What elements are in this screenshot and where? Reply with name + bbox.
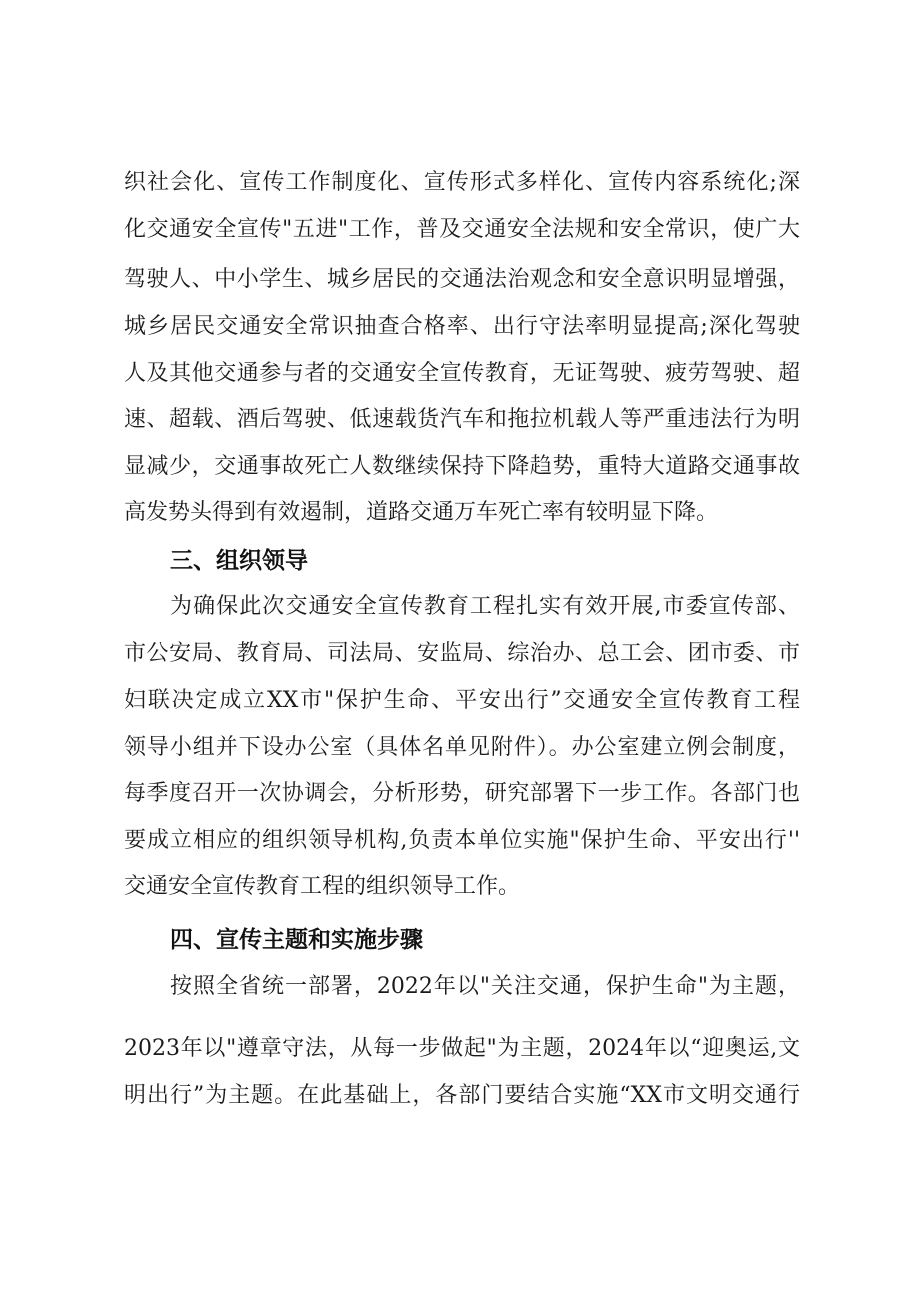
paragraph-line: 人及其他交通参与者的交通安全宣传教育，无证驾驶、疲劳驾驶、超 bbox=[124, 361, 800, 386]
paragraph-line: 为确保此次交通安全宣传教育工程扎实有效开展,市委宣传部、 bbox=[170, 594, 800, 619]
paragraph-line: 每季度召开一次协调会，分析形势，研究部署下一步工作。各部门也 bbox=[124, 781, 800, 806]
paragraph-line: 速、超载、酒后驾驶、低速载货汽车和拖拉机载人等严重违法行为明 bbox=[124, 407, 800, 432]
paragraph-line: 驾驶人、中小学生、城乡居民的交通法治观念和安全意识明显增强， bbox=[124, 267, 800, 292]
paragraph-line: 要成立相应的组织领导机构,负责本单位实施"保护生命、平安出行'' bbox=[124, 828, 800, 853]
section-heading-organization: 三、组织领导 bbox=[170, 548, 308, 574]
paragraph-line: 城乡居民交通安全常识抽查合格率、出行守法率明显提高;深化驾驶 bbox=[124, 314, 800, 339]
paragraph-line: 妇联决定成立XX市"保护生命、平安出行”交通安全宣传教育工程 bbox=[124, 688, 800, 713]
paragraph-line: 交通安全宣传教育工程的组织领导工作。 bbox=[124, 874, 521, 899]
paragraph-line: 化交通安全宣传"五进"工作，普及交通安全法规和安全常识，使广大 bbox=[124, 217, 800, 242]
paragraph-line: 明出行”为主题。在此基础上，各部门要结合实施“XX市文明交通行 bbox=[124, 1083, 800, 1108]
paragraph-line: 显减少，交通事故死亡人数继续保持下降趋势，重特大道路交通事故 bbox=[124, 454, 800, 479]
paragraph-line: 2023年以"遵章守法，从每一步做起"为主题，2024年以“迎奥运,文 bbox=[124, 1036, 800, 1061]
paragraph-line: 市公安局、教育局、司法局、安监局、综治办、总工会、团市委、市 bbox=[124, 641, 800, 666]
paragraph-line: 领导小组并下设办公室（具体名单见附件）。办公室建立例会制度， bbox=[124, 735, 800, 760]
paragraph-line: 高发势头得到有效遏制，道路交通万车死亡率有较明显下降。 bbox=[124, 500, 719, 525]
section-heading-themes: 四、宣传主题和实施步骤 bbox=[170, 927, 423, 953]
paragraph-line: 织社会化、宣传工作制度化、宣传形式多样化、宣传内容系统化;深 bbox=[124, 170, 800, 195]
paragraph-line: 按照全省统一部署，2022年以"关注交通，保护生命"为主题， bbox=[170, 974, 800, 999]
